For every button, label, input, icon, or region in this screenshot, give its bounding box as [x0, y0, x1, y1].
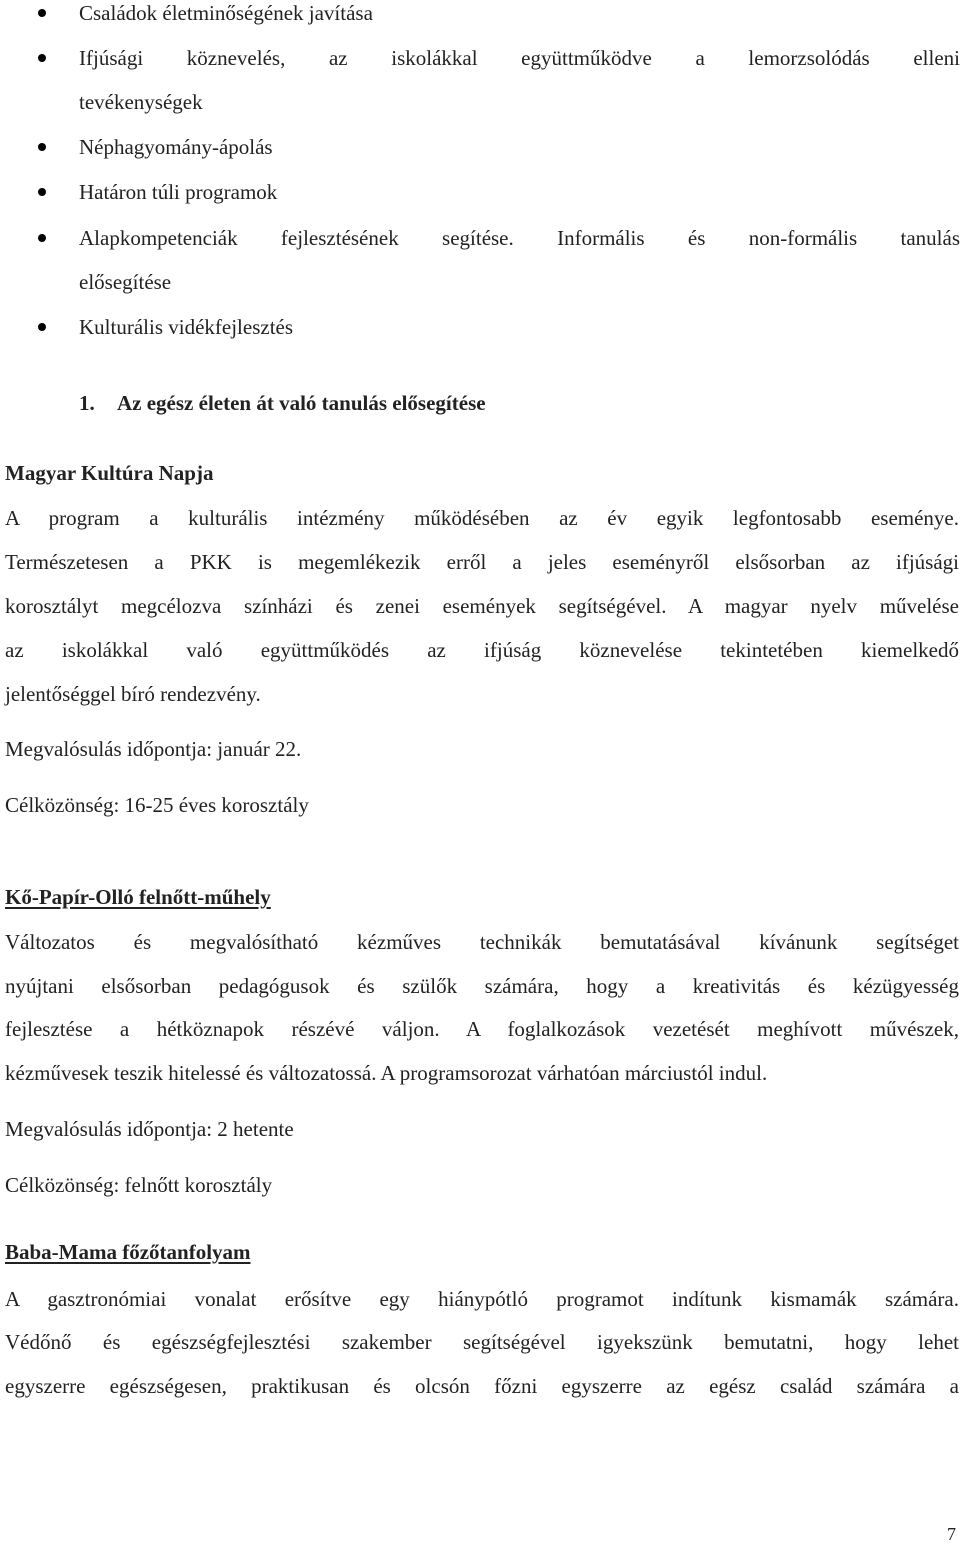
bullet-text: Kulturális vidékfejlesztés: [79, 315, 294, 339]
bullet-dot-icon: [38, 323, 46, 331]
page-number: 7: [947, 1524, 956, 1544]
bullet-text: Ifjúsági köznevelés, az iskolákkal együttműködve a lemorzsolódás elleni: [79, 46, 960, 70]
bullet-dot-icon: [38, 143, 46, 151]
bullet-dot-icon: [38, 188, 46, 196]
bullet-text: Néphagyomány-ápolás: [79, 135, 273, 159]
program-date: Megvalósulás időpontja: 2 hetente: [5, 1117, 294, 1141]
bullet-item: [79, 125, 960, 169]
program-audience: Célközönség: 16-25 éves korosztály: [5, 793, 309, 817]
bullet-text: elősegítése: [79, 270, 172, 294]
program-title: Baba-Mama főzőtanfolyam: [5, 1240, 251, 1264]
program-text-line: az iskolákkal való együttműködés az ifjúság köznevelése tekintetében kiemelkedő: [5, 638, 959, 662]
bullet-item: [79, 36, 960, 124]
section-number: 1.: [79, 391, 95, 415]
program-title: Magyar Kultúra Napja: [5, 461, 214, 485]
program-text-line: Változatos és megvalósítható kézműves technikák bemutatásával kívánunk segítséget: [5, 930, 959, 954]
program-text-line: Természetesen a PKK is megemlékezik erről a jeles eseményről elsősorban az ifjúsági: [5, 550, 959, 574]
program-text-line: korosztályt megcélozva színházi és zenei események segítségével. A magyar nyelv művelése: [5, 594, 959, 618]
bullet-text: Családok életminőségének javítása: [79, 1, 373, 25]
section-title: Az egész életen át való tanulás elősegítése: [117, 391, 486, 415]
bullet-item: [79, 170, 960, 214]
program-text-line: jelentőséggel bíró rendezvény.: [5, 682, 261, 706]
program-date: Megvalósulás időpontja: január 22.: [5, 737, 302, 761]
bullet-item: [79, 216, 960, 304]
bullet-item: [79, 305, 960, 349]
bullet-dot-icon: [38, 9, 46, 17]
program-text-line: kézművesek teszik hitelessé és változatossá. A programsorozat várhatóan márciustól indul.: [5, 1061, 768, 1085]
program-text-line: A program a kulturális intézmény működésében az év egyik legfontosabb eseménye.: [5, 506, 959, 530]
program-text-line: A gasztronómiai vonalat erősítve egy hiánypótló programot indítunk kismamák számára.: [5, 1287, 959, 1311]
bullet-item: [79, 0, 960, 35]
program-text-line: nyújtani elsősorban pedagógusok és szülők számára, hogy a kreativitás és kézügyesség: [5, 974, 959, 998]
bullet-text: Határon túli programok: [79, 180, 278, 204]
program-text-line: Védőnő és egészségfejlesztési szakember segítségével igyekszünk bemutatni, hogy lehet: [5, 1330, 959, 1354]
program-title: Kő-Papír-Olló felnőtt-műhely: [5, 885, 271, 909]
program-audience: Célközönség: felnőtt korosztály: [5, 1173, 273, 1197]
program-text-line: egyszerre egészségesen, praktikusan és olcsón főzni egyszerre az egész család számára a: [5, 1374, 959, 1398]
bullet-dot-icon: [38, 234, 46, 242]
program-text-line: fejlesztése a hétköznapok részévé váljon. A foglalkozások vezetését meghívott művészek,: [5, 1017, 959, 1041]
bullet-text: tevékenységek: [79, 90, 203, 114]
bullet-dot-icon: [38, 54, 46, 62]
bullet-text: Alapkompetenciák fejlesztésének segítése. Informális és non-formális tanulás: [79, 226, 960, 250]
